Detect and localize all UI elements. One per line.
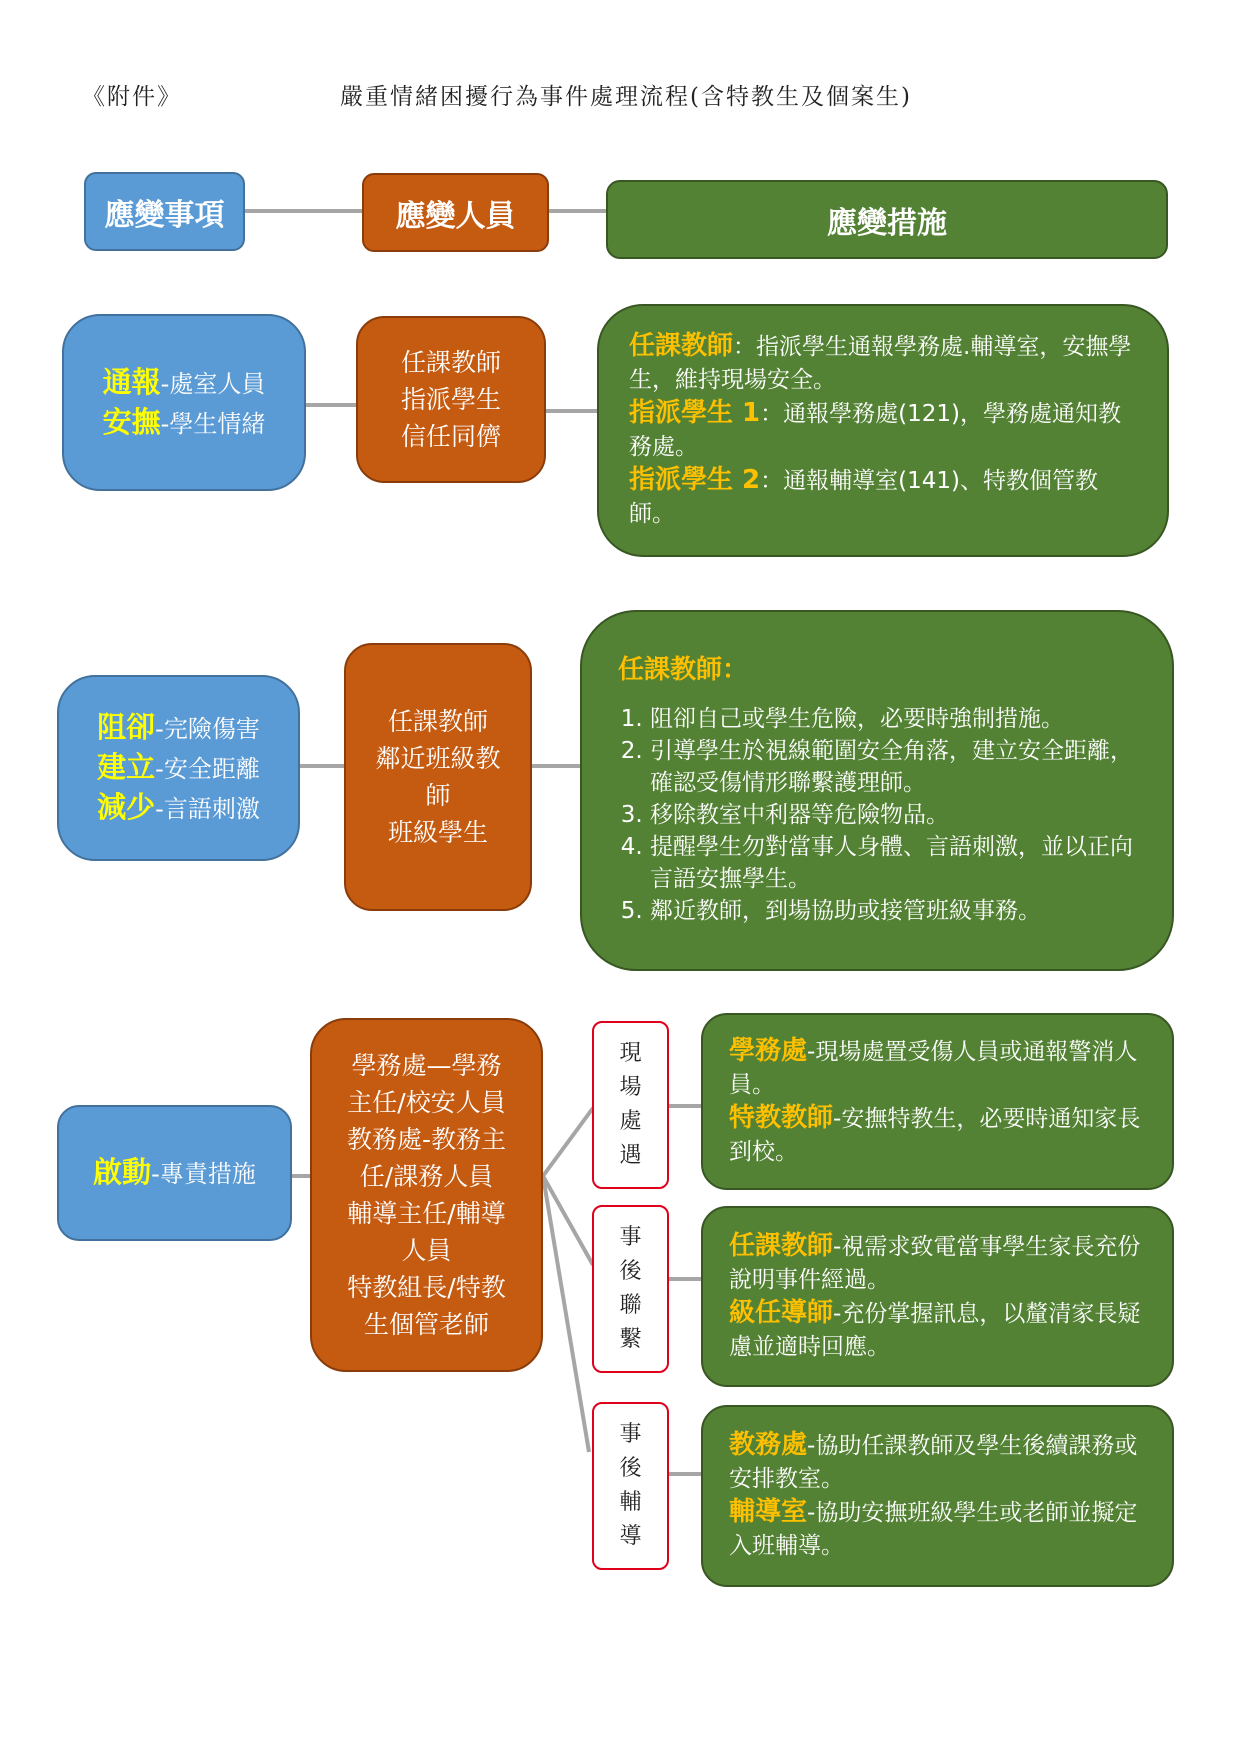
staff-line: 人員 bbox=[401, 1236, 452, 1265]
row1-measures bbox=[597, 304, 1169, 557]
measure-item: 學務處-現場處置受傷人員或通報警消人員。 bbox=[729, 1035, 1138, 1098]
staff-line: 指派學生 bbox=[400, 385, 501, 414]
staff-line: 師 bbox=[425, 781, 451, 810]
connector-line bbox=[543, 1108, 593, 1176]
staff-line: 生個管老師 bbox=[363, 1310, 489, 1339]
row2-item: 建立-安全距離 bbox=[97, 750, 260, 784]
measure-item: 任課教師：指派學生通報學務處.輔導室，安撫學生，維持現場安全。 bbox=[629, 331, 1132, 393]
staff-line: 班級學生 bbox=[387, 818, 488, 847]
measure-item: 級任導師-充份掌握訊息，以釐清家長疑慮並適時回應。 bbox=[729, 1297, 1141, 1360]
row3-item: 啟動-專責措施 bbox=[93, 1155, 256, 1189]
measure-item: 指派學生 2：通報輔導室(141)、特教個管教師。 bbox=[629, 465, 1099, 527]
branch-measures-counseling bbox=[701, 1405, 1174, 1587]
measure-item: 2. 引導學生於視線範圍安全角落，建立安全距離，確認受傷情形聯繫護理師。 bbox=[650, 735, 1136, 799]
page-title: 嚴重情緒困擾行為事件處理流程(含特教生及個案生) bbox=[340, 84, 912, 110]
staff-line: 特教組長/特教 bbox=[347, 1273, 506, 1302]
measure-item: 4. 提醒學生勿對當事人身體、言語刺激，並以正向言語安撫學生。 bbox=[650, 831, 1136, 895]
measure-item: 指派學生 1：通報學務處(121)，學務處通知教務處。 bbox=[629, 398, 1122, 460]
staff-line: 主任/校安人員 bbox=[347, 1088, 506, 1117]
row1-item: 安撫-學生情緒 bbox=[102, 404, 266, 439]
row2-staff bbox=[344, 643, 532, 911]
staff-line: 學務處—學務 bbox=[351, 1051, 502, 1080]
attachment-label: 《附件》 bbox=[82, 84, 182, 110]
header-measures bbox=[606, 180, 1168, 259]
measure-item: 輔導室-協助安撫班級學生或老師並擬定入班輔導。 bbox=[729, 1497, 1138, 1559]
measure-item: 任課教師-視需求致電當事學生家長充份說明事件經過。 bbox=[729, 1230, 1141, 1293]
row2-item: 阻卻-完險傷害 bbox=[97, 710, 260, 744]
header-staff bbox=[362, 173, 549, 252]
row2-measures-title: 任課教師： bbox=[618, 655, 749, 685]
staff-line: 信任同儕 bbox=[400, 422, 501, 451]
staff-line: 輔導主任/輔導 bbox=[347, 1199, 506, 1228]
row3-items bbox=[57, 1105, 292, 1241]
header-staff-label: 應變人員 bbox=[395, 198, 516, 234]
measure-item: 特教教師-安撫特教生，必要時通知家長到校。 bbox=[729, 1102, 1141, 1165]
measure-item: 3. 移除教室中利器等危險物品。 bbox=[650, 799, 1136, 831]
row2-items bbox=[57, 675, 300, 861]
staff-line: 教務處-教務主 bbox=[346, 1125, 507, 1154]
header-items-label: 應變事項 bbox=[104, 197, 225, 233]
row3-staff bbox=[310, 1018, 543, 1372]
branch-label-counseling: 事 後 輔 導 bbox=[592, 1402, 669, 1570]
branch-measures-onsite bbox=[701, 1013, 1174, 1190]
row2-measures bbox=[580, 610, 1174, 971]
measure-item: 1. 阻卻自己或學生危險，必要時強制措施。 bbox=[650, 703, 1136, 735]
row1-items bbox=[62, 314, 306, 491]
staff-line: 任/課務人員 bbox=[359, 1162, 494, 1191]
measure-item: 5. 鄰近教師，到場協助或接管班級事務。 bbox=[650, 895, 1136, 927]
branch-label-onsite: 現 場 處 遇 bbox=[592, 1021, 669, 1189]
row1-staff bbox=[356, 316, 546, 483]
measure-list bbox=[618, 703, 1136, 927]
header-items bbox=[84, 172, 245, 251]
staff-line: 任課教師 bbox=[400, 348, 501, 377]
header-measures-label: 應變措施 bbox=[827, 205, 947, 241]
measure-item: 教務處-協助任課教師及學生後續課務或安排教室。 bbox=[729, 1430, 1138, 1492]
branch-measures-contact bbox=[701, 1206, 1174, 1387]
staff-line: 鄰近班級教 bbox=[375, 744, 501, 773]
row1-item: 通報-處室人員 bbox=[102, 364, 266, 399]
staff-line: 任課教師 bbox=[387, 707, 488, 736]
branch-label-contact: 事 後 聯 繫 bbox=[592, 1205, 669, 1373]
row2-item: 減少-言語刺激 bbox=[97, 790, 260, 824]
